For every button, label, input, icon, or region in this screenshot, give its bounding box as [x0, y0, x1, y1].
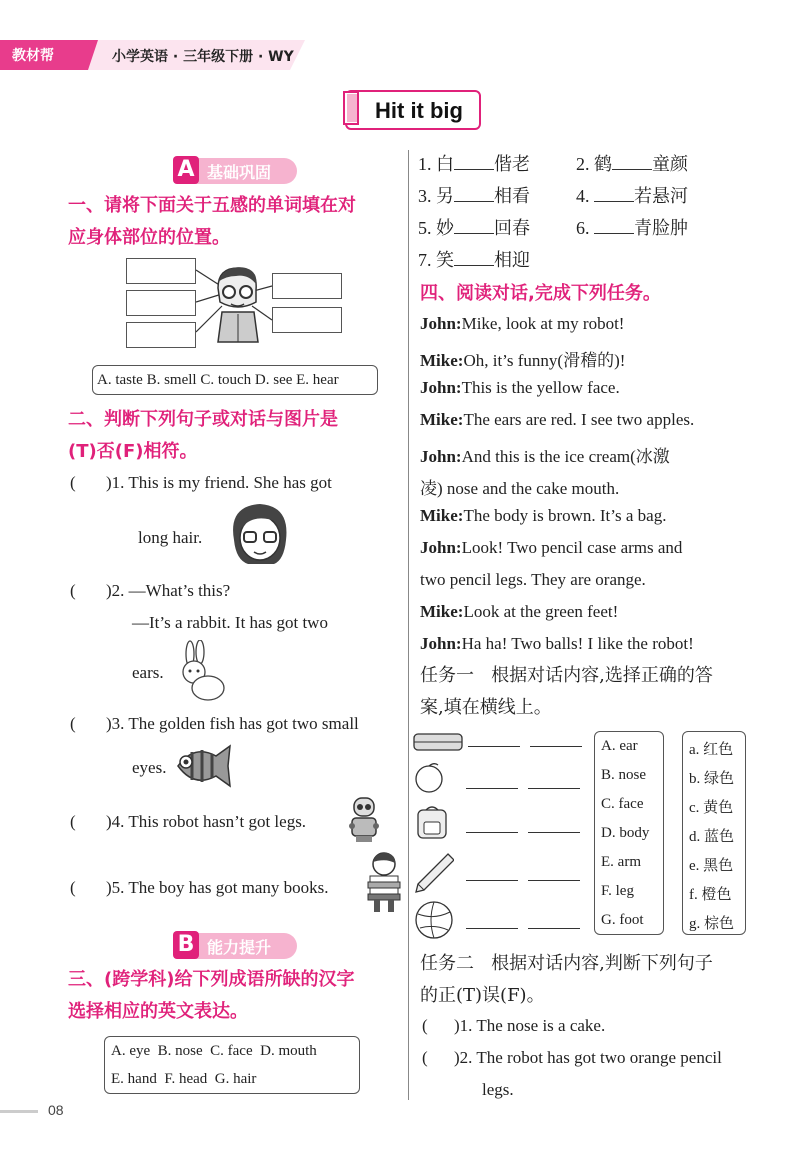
idiom-5-num: 5. 妙: [418, 218, 454, 238]
q2-item-3-paren[interactable]: (: [70, 714, 76, 733]
speaker: Mike:: [420, 602, 464, 621]
idiom-1-num: 1. 白: [418, 154, 454, 174]
q2-item-5-line1: )5. The boy has got many books.: [106, 878, 329, 897]
dialogue-text: The ears are red. I see two apples.: [463, 410, 695, 429]
dialogue-text: This is the yellow face.: [461, 378, 620, 397]
speaker: John:: [420, 378, 462, 397]
color-option: b. 绿色: [689, 771, 735, 787]
fish-illustration: [174, 742, 234, 788]
dialogue: [420, 314, 750, 666]
section-a-label: 基础巩固: [207, 163, 272, 182]
answer-line[interactable]: [466, 880, 518, 881]
pencil-icon: [414, 850, 454, 894]
answer-line[interactable]: [528, 788, 580, 789]
idiom-6: [576, 218, 688, 238]
idiom-2-num: 2. 鹤: [576, 154, 612, 174]
section-a-letter: A: [173, 156, 199, 184]
page-number: 08: [48, 1102, 64, 1118]
idiom-3: [418, 186, 530, 206]
q2-item-2-line3: ears.: [132, 663, 164, 682]
section-b-letter: B: [173, 931, 199, 959]
dialogue-line: [420, 634, 750, 666]
dialogue-line: [420, 442, 750, 474]
idiom-7-num: 7. 笑: [418, 250, 454, 270]
answer-line[interactable]: [528, 928, 580, 929]
task2-item-2-line2: legs.: [482, 1080, 514, 1099]
dialogue-line: [420, 474, 750, 506]
dialogue-line: [420, 570, 750, 602]
q3-heading-1: 三、(跨学科)给下列成语所缺的汉字: [68, 969, 355, 990]
idiom-1-rest: 偕老: [494, 154, 530, 174]
dialogue-text: Oh, it’s funny(滑稽的)!: [463, 351, 626, 370]
idiom-2-rest: 童颜: [652, 154, 688, 174]
speaker: John:: [420, 447, 462, 466]
part-option: A. ear: [601, 738, 638, 754]
dialogue-text: Ha ha! Two balls! I like the robot!: [461, 634, 694, 653]
boy-illustration: [196, 262, 276, 352]
q2-item-2-line1: )2. —What’s this?: [106, 581, 231, 600]
dialogue-text: The body is brown. It’s a bag.: [463, 506, 667, 525]
q1-options: A. taste B. smell C. touch D. see E. hear: [92, 365, 378, 395]
dialogue-line: [420, 506, 750, 538]
speaker: Mike:: [420, 506, 464, 525]
section-b-label: 能力提升: [207, 938, 272, 957]
q2-item-4-paren[interactable]: (: [70, 812, 76, 831]
q3-options: [104, 1036, 360, 1094]
speaker: John:: [420, 538, 462, 557]
header-brand: 教材帮: [12, 48, 54, 64]
task2-item-1-paren[interactable]: (: [422, 1016, 428, 1035]
ball-icon: [414, 900, 454, 940]
header-bar: [0, 40, 320, 70]
dialogue-line: [420, 314, 750, 346]
idiom-5: [418, 218, 530, 238]
idiom-3-rest: 相看: [494, 186, 530, 206]
dialogue-line: [420, 346, 750, 378]
dialogue-text: Look! Two pencil case arms and: [461, 538, 683, 557]
dialogue-text: two pencil legs. They are orange.: [420, 570, 646, 589]
answer-line[interactable]: [528, 832, 580, 833]
answer-line[interactable]: [466, 788, 518, 789]
task1-line1: 任务一 根据对话内容,选择正确的答: [420, 665, 713, 686]
answer-box-3[interactable]: [126, 322, 196, 348]
girl-illustration: [228, 500, 294, 570]
book-icon: [341, 88, 363, 128]
idiom-4-rest: 若悬河: [634, 186, 688, 206]
footer-rule: [0, 1110, 38, 1113]
dialogue-line: [420, 602, 750, 634]
idiom-6-num: 6.: [576, 218, 594, 238]
q2-heading-1: 二、判断下列句子或对话与图片是: [68, 409, 338, 430]
q2-item-3-line2: eyes.: [132, 758, 167, 777]
idiom-4-num: 4.: [576, 186, 594, 206]
rabbit-illustration: [172, 640, 228, 704]
q2-item-1-line2: long hair.: [138, 528, 203, 547]
q2-item-4-line1: )4. This robot hasn’t got legs.: [106, 812, 307, 831]
dialogue-line: [420, 378, 750, 410]
color-option: c. 黄色: [689, 800, 734, 816]
answer-line[interactable]: [466, 928, 518, 929]
speaker: John:: [420, 314, 462, 333]
idiom-3-num: 3. 另: [418, 186, 454, 206]
body-parts-options: [594, 731, 664, 935]
speaker: Mike:: [420, 351, 464, 370]
q1-heading-2: 应身体部位的位置。: [68, 227, 230, 248]
page-title: Hit it big: [375, 98, 463, 123]
idiom-5-blank[interactable]: [454, 219, 494, 234]
answer-line[interactable]: [468, 746, 520, 747]
boy-books-illustration: [362, 850, 406, 916]
task2-line2: 的正(T)误(F)。: [420, 985, 545, 1006]
answer-box-4[interactable]: [272, 273, 342, 299]
dialogue-line: [420, 410, 750, 442]
colors-options: [682, 731, 746, 935]
task2-item-2-paren[interactable]: (: [422, 1048, 428, 1067]
color-option: g. 棕色: [689, 916, 735, 932]
idiom-7: [418, 250, 530, 270]
dialogue-text: Mike, look at my robot!: [461, 314, 625, 333]
dialogue-line: [420, 538, 750, 570]
idiom-2: [576, 154, 688, 174]
color-option: a. 红色: [689, 742, 734, 758]
part-option: C. face: [601, 796, 644, 812]
q2-heading-2: (T)否(F)相符。: [68, 441, 198, 462]
q2-item-2-paren[interactable]: (: [70, 581, 76, 600]
idiom-6-rest: 青脸肿: [634, 218, 688, 238]
part-option: E. arm: [601, 854, 641, 870]
page-title-box: [345, 90, 481, 130]
q3-heading-2: 选择相应的英文表达。: [68, 1001, 248, 1022]
q1-heading-1: 一、请将下面关于五感的单词填在对: [68, 195, 356, 216]
idiom-6-blank[interactable]: [594, 219, 634, 234]
idiom-7-rest: 相迎: [494, 250, 530, 270]
idiom-1-blank[interactable]: [454, 155, 494, 170]
color-option: f. 橙色: [689, 887, 732, 903]
orange-icon: [414, 762, 444, 794]
part-option: G. foot: [601, 912, 644, 928]
q4-heading: 四、阅读对话,完成下列任务。: [420, 283, 661, 304]
q2-item-2-line2: —It’s a rabbit. It has got two: [132, 613, 328, 632]
pencil-case-icon: [412, 730, 464, 754]
backpack-icon: [414, 804, 450, 842]
section-b-header: [175, 933, 297, 959]
task1-line2: 案,填在横线上。: [420, 697, 552, 718]
q3-options-line2: E. hand F. head G. hair: [111, 1071, 257, 1087]
task2-line1: 任务二 根据对话内容,判断下列句子: [420, 953, 713, 974]
part-option: F. leg: [601, 883, 634, 899]
section-a-header: [175, 158, 297, 184]
color-option: e. 黑色: [689, 858, 734, 874]
answer-line[interactable]: [530, 746, 582, 747]
column-divider: [408, 150, 409, 1100]
q2-item-1-paren[interactable]: (: [70, 473, 76, 492]
header-course: 小学英语 · 三年级下册 · WY: [112, 49, 294, 65]
idiom-3-blank[interactable]: [454, 187, 494, 202]
color-option: d. 蓝色: [689, 829, 735, 845]
part-option: D. body: [601, 825, 650, 841]
dialogue-text: Look at the green feet!: [463, 602, 619, 621]
dialogue-text: And this is the ice cream(冰激: [461, 447, 670, 466]
task2-item-2: )2. The robot has got two orange pencil: [454, 1048, 722, 1067]
part-option: B. nose: [601, 767, 646, 783]
idiom-2-blank[interactable]: [612, 155, 652, 170]
dialogue-text: 凌) nose and the cake mouth.: [420, 479, 620, 498]
answer-box-1[interactable]: [126, 258, 196, 284]
q2-item-5-paren[interactable]: (: [70, 878, 76, 897]
idiom-5-rest: 回春: [494, 218, 530, 238]
q2-item-3-line1: )3. The golden fish has got two small: [106, 714, 359, 733]
q2-item-1-line1: )1. This is my friend. She has got: [106, 473, 332, 492]
answer-box-2[interactable]: [126, 290, 196, 316]
idiom-4: [576, 186, 688, 206]
answer-line[interactable]: [528, 880, 580, 881]
idiom-1: [418, 154, 530, 174]
speaker: Mike:: [420, 410, 464, 429]
answer-line[interactable]: [466, 832, 518, 833]
speaker: John:: [420, 634, 462, 653]
robot-illustration: [344, 796, 384, 844]
idiom-7-blank[interactable]: [454, 251, 494, 266]
task2-item-1: )1. The nose is a cake.: [454, 1016, 606, 1035]
q3-options-line1: A. eye B. nose C. face D. mouth: [111, 1043, 317, 1059]
idiom-4-blank[interactable]: [594, 187, 634, 202]
answer-box-5[interactable]: [272, 307, 342, 333]
